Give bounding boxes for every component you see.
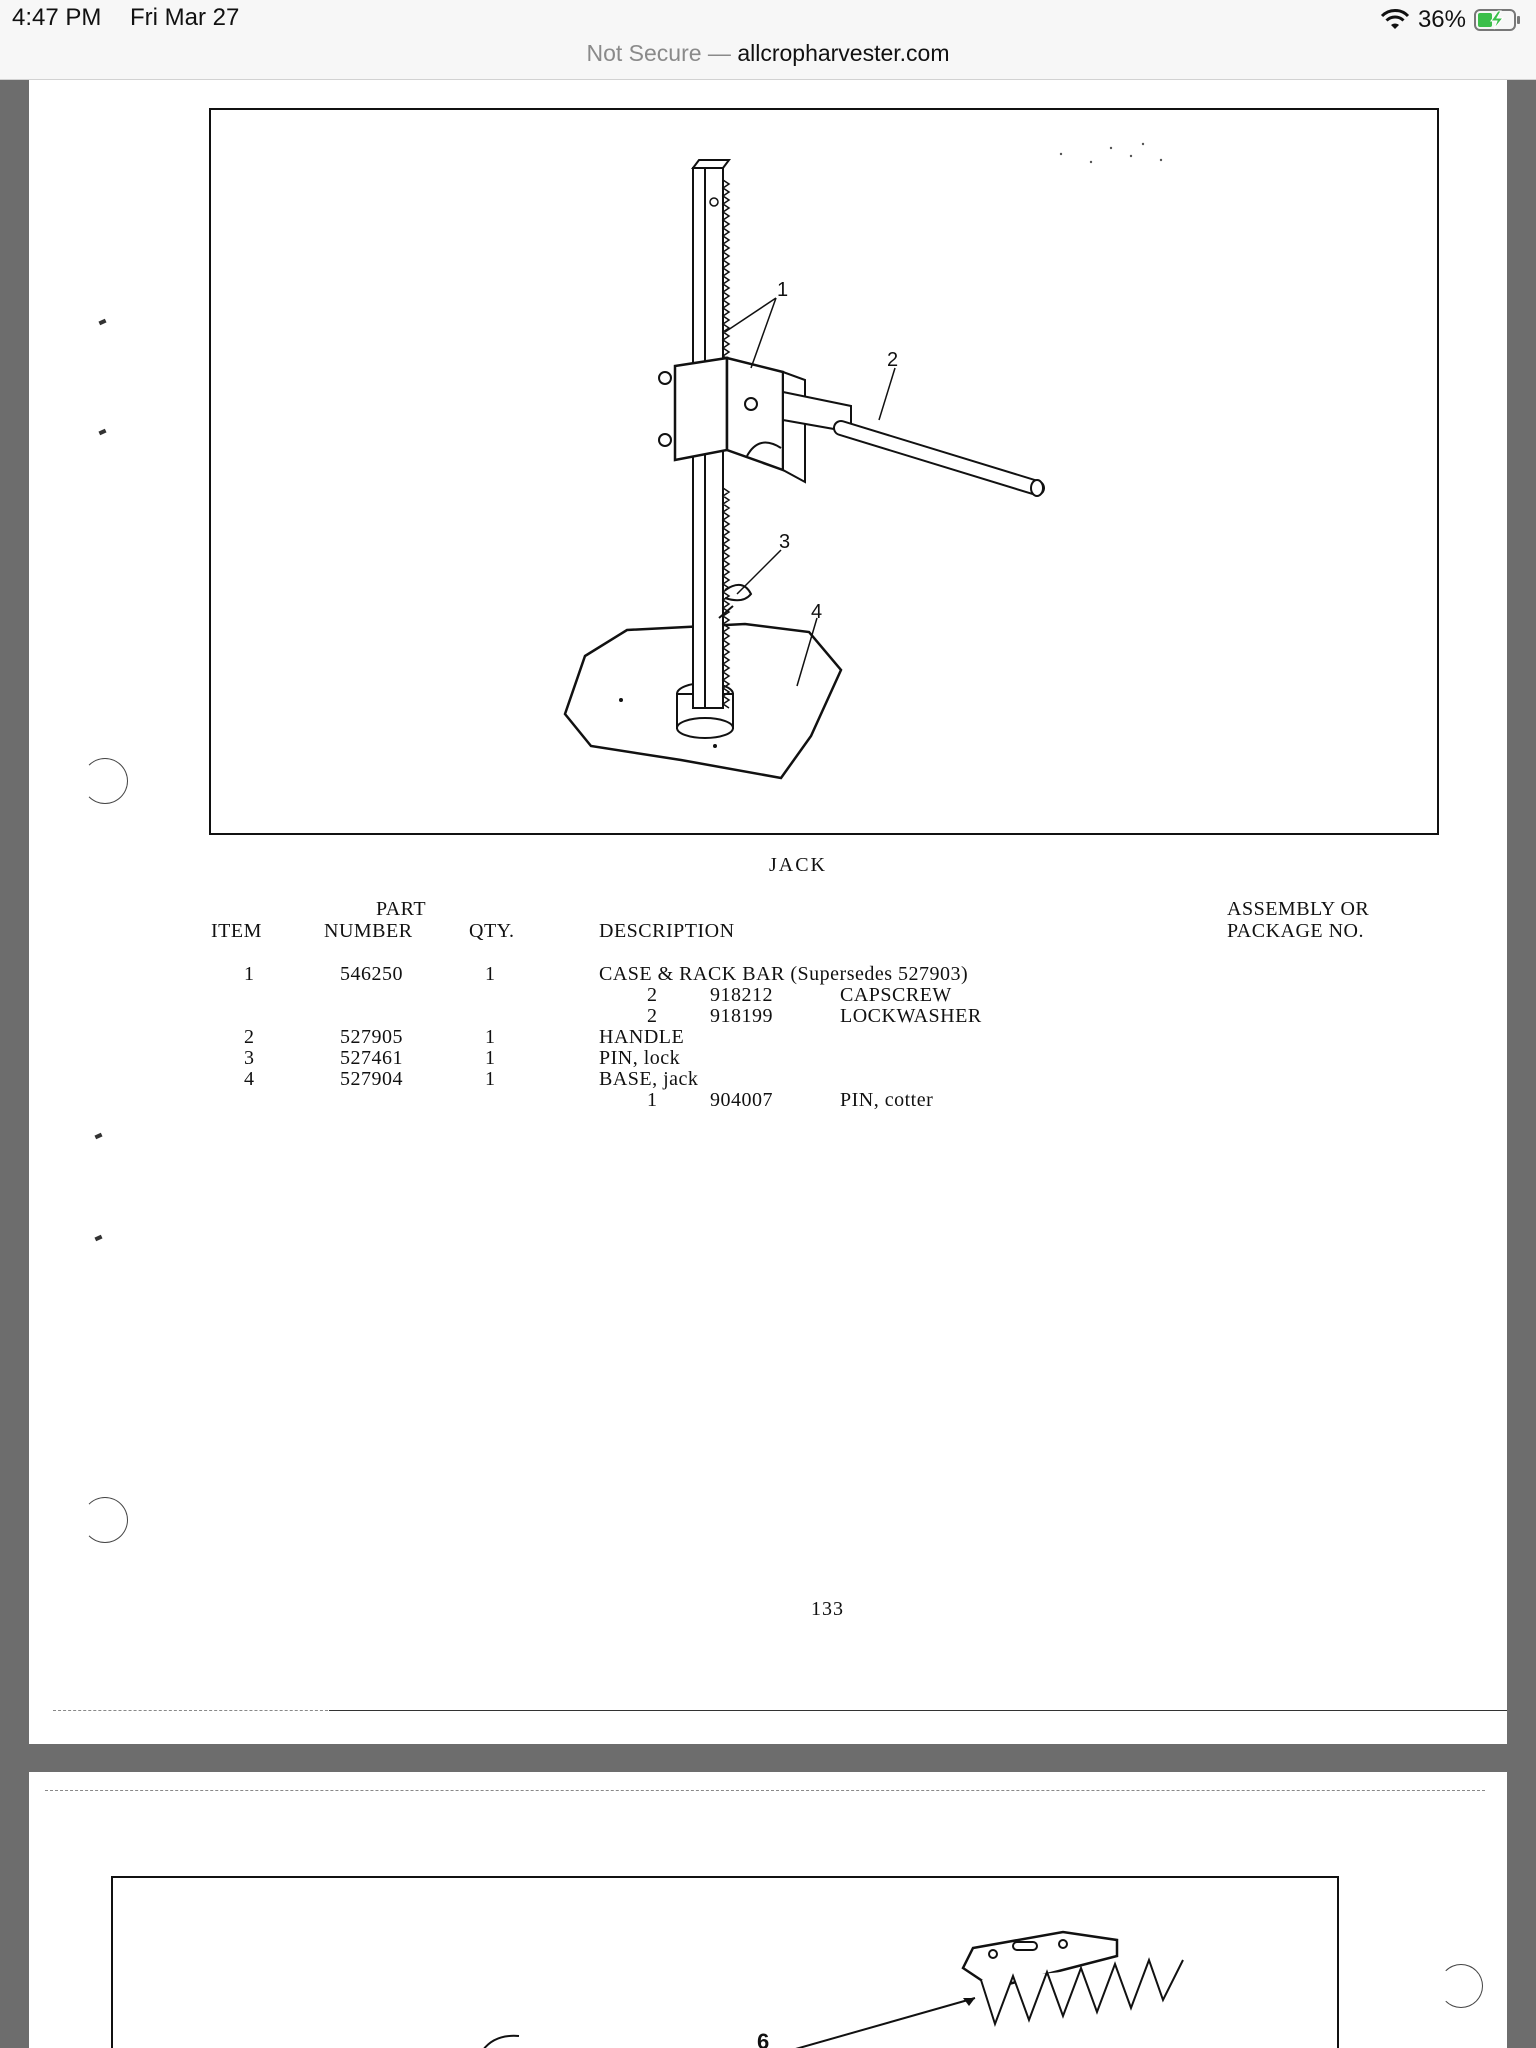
status-indicators (1380, 6, 1522, 34)
row-qty: 1 (485, 963, 496, 985)
figure-frame (209, 108, 1439, 835)
row-qty: 1 (485, 1047, 496, 1069)
row-part-number: 546250 (340, 963, 403, 985)
row-qty: 1 (485, 1026, 496, 1048)
row-item: 1 (244, 963, 255, 985)
punch-hole (82, 1497, 128, 1543)
sub-row-qty: 2 (647, 984, 658, 1006)
col-header-item: ITEM (211, 920, 262, 942)
row-item: 2 (244, 1026, 255, 1048)
row-part-number: 527905 (340, 1026, 403, 1048)
col-header-part-line1: PART (375, 898, 427, 920)
page-number: 133 (811, 1598, 844, 1620)
page-top-dash (45, 1790, 1485, 1791)
status-date: Fri Mar 27 (130, 4, 240, 31)
row-item: 3 (244, 1047, 255, 1069)
col-header-assembly-line1: ASSEMBLY OR (1227, 898, 1370, 920)
row-description: HANDLE (599, 1026, 685, 1048)
callout-4: 4 (811, 601, 823, 623)
scan-speck (94, 1133, 102, 1140)
sub-row-description: CAPSCREW (840, 984, 952, 1006)
col-header-qty: QTY. (469, 920, 515, 942)
jack-illustration (211, 110, 1437, 833)
sub-row-part: 918199 (710, 1005, 773, 1027)
address-bar[interactable] (0, 40, 1536, 67)
sub-row-qty: 1 (647, 1089, 658, 1111)
col-header-assembly-line2: PACKAGE NO. (1227, 920, 1365, 942)
address-separator: — (701, 40, 738, 66)
sub-row-qty: 2 (647, 1005, 658, 1027)
callout-2: 2 (887, 349, 899, 371)
scan-speck (98, 319, 106, 326)
sub-row-part: 918212 (710, 984, 773, 1006)
callout-6: 6 (757, 2029, 770, 2048)
scan-speck (98, 429, 106, 436)
row-description: PIN, lock (599, 1047, 681, 1069)
row-description: CASE & RACK BAR (Supersedes 527903) (599, 963, 969, 985)
address-host: allcropharvester.com (737, 40, 950, 66)
page-bottom-rule (329, 1710, 1507, 1711)
security-label: Not Secure (586, 40, 702, 66)
next-document-page (29, 1772, 1507, 2048)
document-page (29, 80, 1507, 1744)
status-time: 4:47 PM (12, 4, 102, 31)
punch-hole (1439, 1964, 1483, 2008)
figure-caption: JACK (768, 854, 827, 876)
scan-speck (94, 1235, 102, 1242)
row-part-number: 527904 (340, 1068, 403, 1090)
callout-3: 3 (779, 531, 791, 553)
battery-percent: 36% (1417, 6, 1466, 33)
next-figure-frame (111, 1876, 1339, 2048)
sub-row-description: LOCKWASHER (840, 1005, 982, 1027)
battery-charging-icon (1474, 8, 1522, 32)
status-bar (0, 0, 1536, 80)
col-header-description: DESCRIPTION (599, 920, 735, 942)
wifi-icon (1380, 8, 1410, 32)
sub-row-part: 904007 (710, 1089, 773, 1111)
row-item: 4 (244, 1068, 255, 1090)
col-header-part-line2: NUMBER (324, 920, 413, 942)
page-edge-dash (53, 1710, 333, 1711)
row-description: BASE, jack (599, 1068, 699, 1090)
row-qty: 1 (485, 1068, 496, 1090)
callout-1: 1 (777, 279, 789, 301)
row-part-number: 527461 (340, 1047, 403, 1069)
punch-hole (82, 758, 128, 804)
knife-sections-illustration (113, 1878, 1341, 2048)
sub-row-description: PIN, cotter (840, 1089, 934, 1111)
